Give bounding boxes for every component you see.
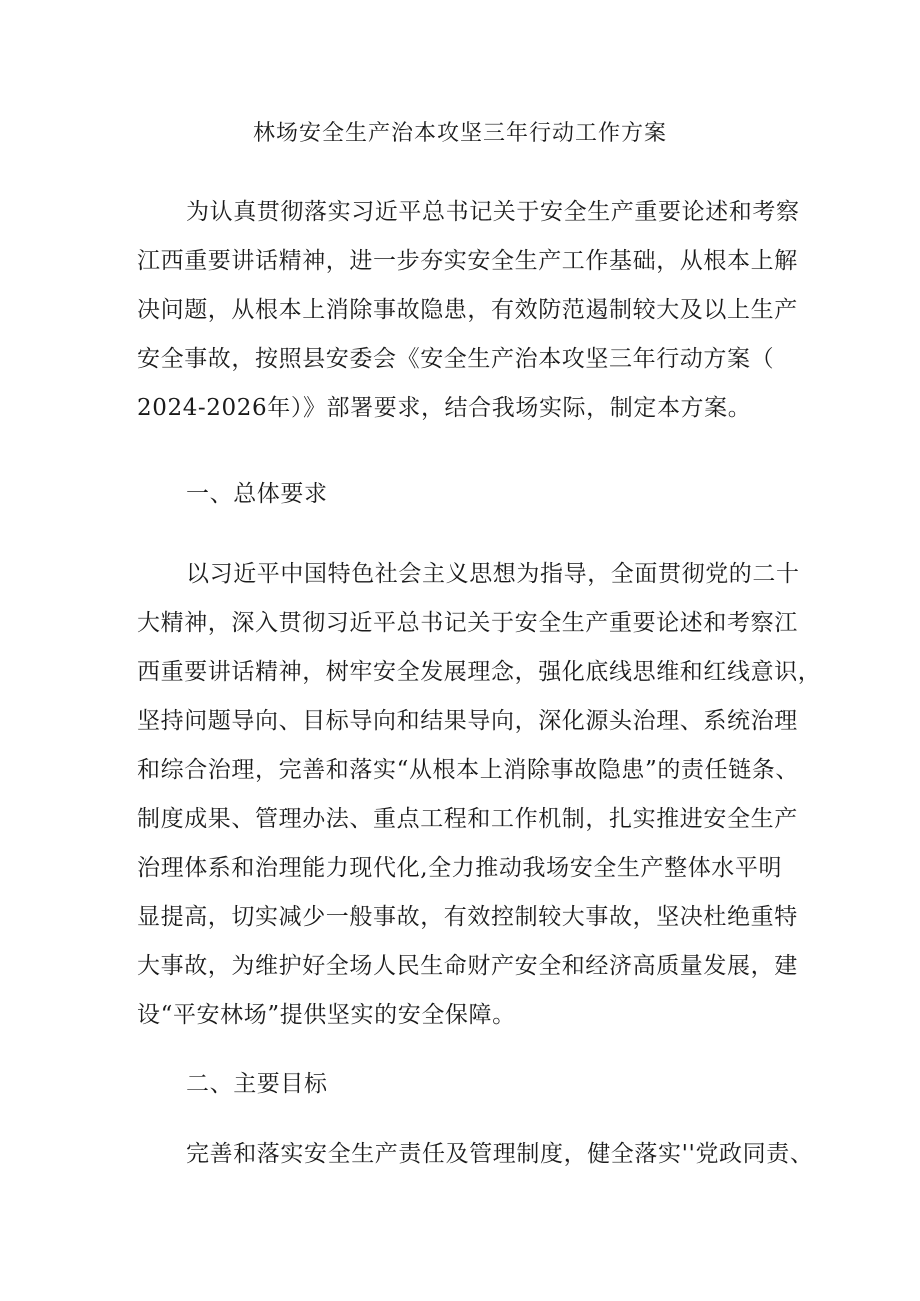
- paragraph-line: 和综合治理，完善和落实“从根本上消除事故隐患”的责任链条、: [137, 757, 799, 783]
- section-heading-main-goals: 二、主要目标: [186, 1071, 328, 1097]
- document-title: 林场安全生产治本攻坚三年行动工作方案: [252, 121, 667, 146]
- intro-line: 为认真贯彻落实习近平总书记关于安全生产重要论述和考察: [186, 199, 800, 225]
- paragraph-line: 设“平安林场”提供坚实的安全保障。: [137, 1002, 516, 1028]
- paragraph-line: 西重要讲话精神，树牢安全发展理念，强化底线思维和红线意识，: [137, 659, 822, 685]
- paragraph-line: 显提高，切实减少一般事故，有效控制较大事故，坚决杜绝重特: [137, 904, 798, 930]
- intro-line: 2024-2026年）》部署要求，结合我场实际，制定本方案。: [137, 395, 752, 421]
- paragraph-line: 治理体系和治理能力现代化,全力推动我场安全生产整体水平明: [137, 855, 783, 881]
- paragraph-line: 大事故，为维护好全场人民生命财产安全和经济高质量发展，建: [137, 953, 798, 979]
- intro-line: 安全事故，按照县安委会《安全生产治本攻坚三年行动方案（: [137, 346, 775, 372]
- paragraph-line: 制度成果、管理办法、重点工程和工作机制，扎实推进安全生产: [137, 806, 798, 832]
- paragraph-line: 以习近平中国特色社会主义思想为指导，全面贯彻党的二十: [186, 561, 800, 587]
- section-heading-overall-requirements: 一、总体要求: [186, 481, 328, 507]
- paragraph-line: 坚持问题导向、目标导向和结果导向，深化源头治理、系统治理: [137, 708, 798, 734]
- intro-line: 江西重要讲话精神，进一步夯实安全生产工作基础，从根本上解: [137, 248, 798, 274]
- paragraph-line: 大精神，深入贯彻习近平总书记关于安全生产重要论述和考察江: [137, 610, 798, 636]
- paragraph-line: 完善和落实安全生产责任及管理制度，健全落实''党政同责、: [186, 1141, 814, 1167]
- intro-line: 决问题，从根本上消除事故隐患，有效防范遏制较大及以上生产: [137, 297, 798, 323]
